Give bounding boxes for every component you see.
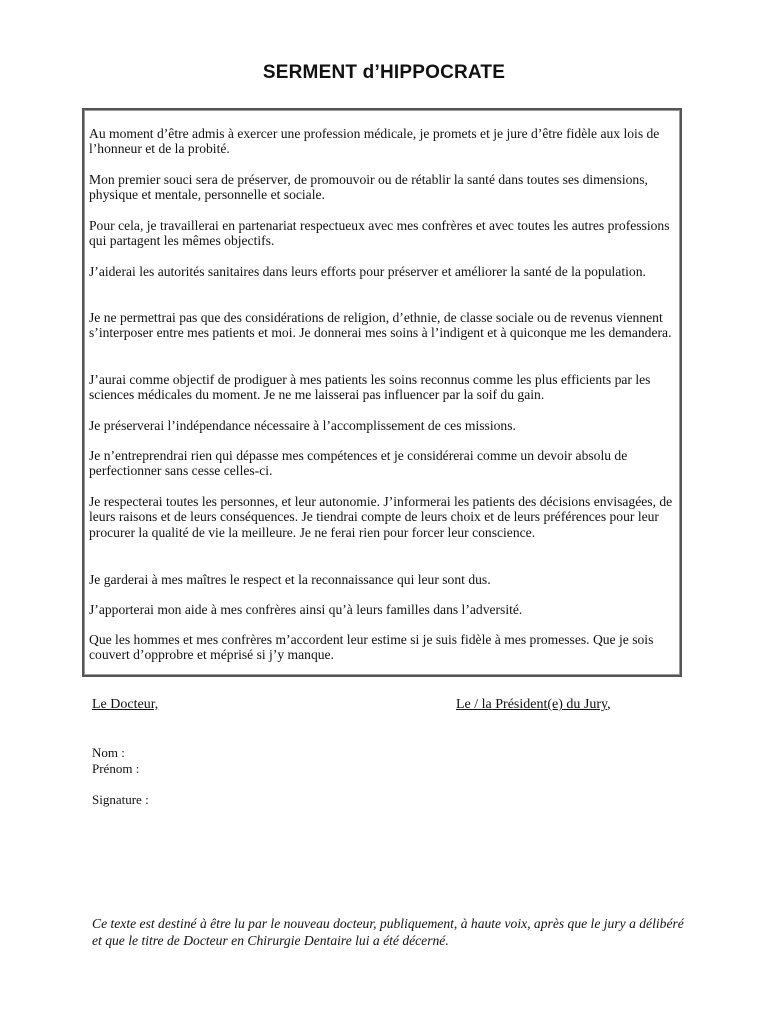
oath-paragraph: Je ne permettrai pas que des considérations de religion, d’ethnie, de classe sociale ou de revenus viennent s’interposer entre mes patients et moi. Je donnerai mes soins à l’indigent et à quiconque me les demandera. (89, 310, 672, 341)
footer-note: Ce texte est destiné à être lu par le nouveau docteur, publiquement, à haute voix, après que le jury a délibéré et que le titre de Docteur en Chirurgie Dentaire lui a été décerné. (92, 916, 684, 948)
signature-label: Signature : (92, 792, 149, 807)
doctor-label: Le Docteur, (92, 697, 159, 712)
oath-paragraph: J’aurai comme objectif de prodiguer à mes patients les soins reconnus comme les plus efficients par les sciences médicales du moment. Je ne me laisserai pas influencer par la soif du gain. (89, 372, 651, 403)
jury-president-text: Le / la Président(e) du Jury (456, 697, 608, 712)
document-title: SERMENT d’HIPPOCRATE (262, 62, 506, 83)
nom-label: Nom : (92, 745, 125, 760)
oath-paragraph: Au moment d’être admis à exercer une profession médicale, je promets et je jure d’être fidèle aux lois de l’honneur et de la probité. (89, 126, 660, 157)
oath-paragraph: Je préserverai l’indépendance nécessaire à l’accomplissement de ces missions. (89, 418, 516, 433)
jury-president-label (456, 697, 611, 713)
oath-paragraph: Mon premier souci sera de préserver, de promouvoir ou de rétablir la santé dans toutes ses dimensions, physique et mentale, personnelle et sociale. (89, 172, 648, 203)
oath-paragraph: Je garderai à mes maîtres le respect et la reconnaissance qui leur sont dus. (89, 572, 491, 587)
oath-paragraph: Je n’entreprendrai rien qui dépasse mes compétences et je considérerai comme un devoir absolu de perfectionner sans cesse celles-ci. (89, 448, 628, 479)
oath-paragraph: J’aiderai les autorités sanitaires dans leurs efforts pour préserver et améliorer la santé de la population. (89, 264, 646, 279)
prenom-label: Prénom : (92, 761, 140, 776)
oath-paragraph: Pour cela, je travaillerai en partenariat respectueux avec mes confrères et avec toutes les autres professions qui partagent les mêmes objectifs. (89, 218, 670, 249)
oath-text-box (82, 108, 682, 677)
oath-paragraph: Je respecterai toutes les personnes, et leur autonomie. J’informerai les patients des décisions envisagées, de leurs raisons et de leurs conséquences. Je tiendrai compte de leurs choix et de leurs préférences pour leur procurer la qualité de vie la meilleure. Je ne ferai rien pour forcer leur conscience. (89, 494, 673, 540)
oath-paragraph: Que les hommes et mes confrères m’accordent leur estime si je suis fidèle à mes promesses. Que je sois couvert d’opprobre et méprisé si j’y manque. (89, 632, 654, 663)
jury-president-suffix: , (607, 697, 611, 712)
oath-paragraph: J’apporterai mon aide à mes confrères ainsi qu’à leurs familles dans l’adversité. (89, 602, 523, 617)
